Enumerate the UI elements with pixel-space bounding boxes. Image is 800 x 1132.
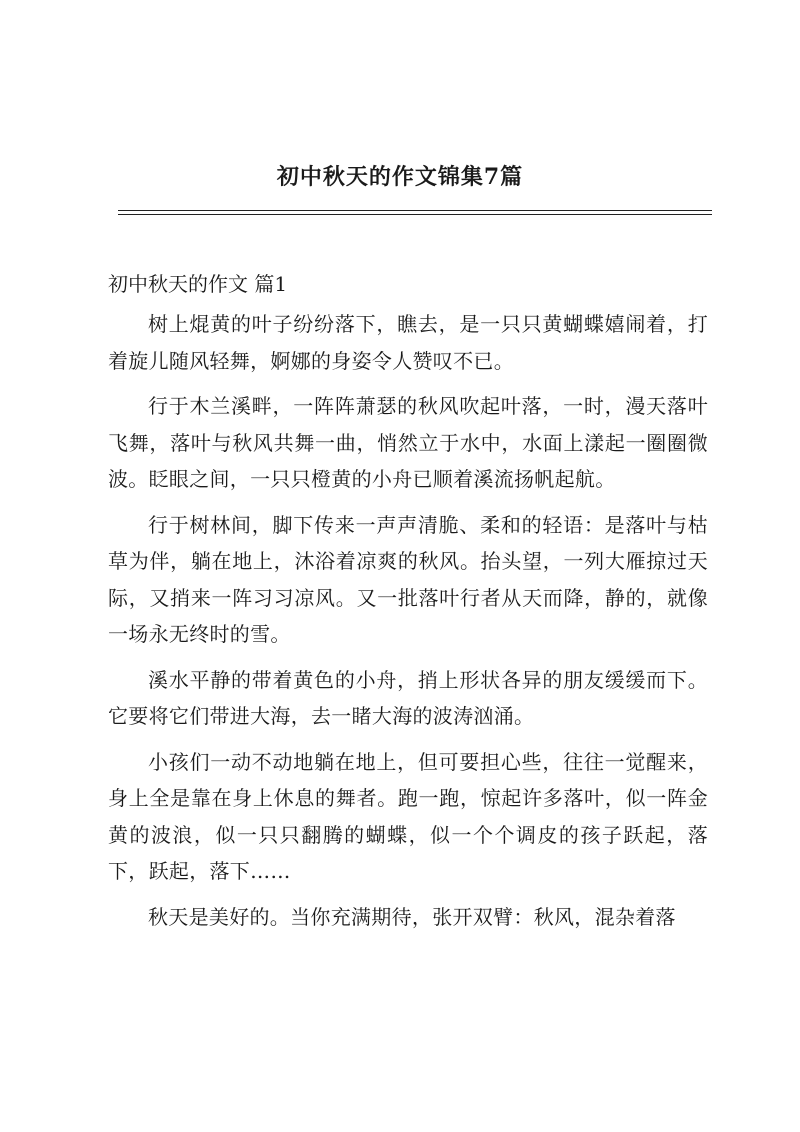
title-underline-bottom: [118, 214, 712, 215]
paragraph: 秋天是美好的。当你充满期待，张开双臂：秋风，混杂着落: [148, 904, 676, 929]
page-title: 初中秋天的作文锦集7篇: [276, 164, 524, 190]
paragraph: 小孩们一动不动地躺在地上，但可要担心些，往往一觉醒来，身上全是靠在身上休息的舞者。跑一跑，惊起许多落叶，似一阵金黄的波浪，似一只只翻腾的蝴蝶，似一个个调皮的孩子跃起，落下，跃起，落下……: [108, 749, 708, 883]
title-underline-top: [118, 210, 712, 211]
essay-body: [108, 306, 708, 944]
paragraph: 溪水平静的带着黄色的小舟，捎上形状各异的朋友缓缓而下。它要将它们带进大海，去一睹大海的波涛汹涌。: [108, 667, 708, 728]
section-heading: 初中秋天的作文 篇1: [108, 272, 288, 296]
paragraph: 行于木兰溪畔，一阵阵萧瑟的秋风吹起叶落，一时，漫天落叶飞舞，落叶与秋风共舞一曲，悄然立于水中，水面上漾起一圈圈微波。眨眼之间，一只只橙黄的小舟已顺着溪流扬帆起航。: [108, 394, 708, 491]
paragraph: 树上焜黄的叶子纷纷落下，瞧去，是一只只黄蝴蝶嬉闹着，打着旋儿随风轻舞，婀娜的身姿令人赞叹不已。: [108, 312, 708, 373]
paragraph: 行于树林间，脚下传来一声声清脆、柔和的轻语：是落叶与枯草为伴，躺在地上，沐浴着凉爽的秋风。抬头望，一列大雁掠过天际，又捎来一阵习习凉风。又一批落叶行者从天而降，静的，就像一场永无终时的雪。: [108, 512, 708, 646]
